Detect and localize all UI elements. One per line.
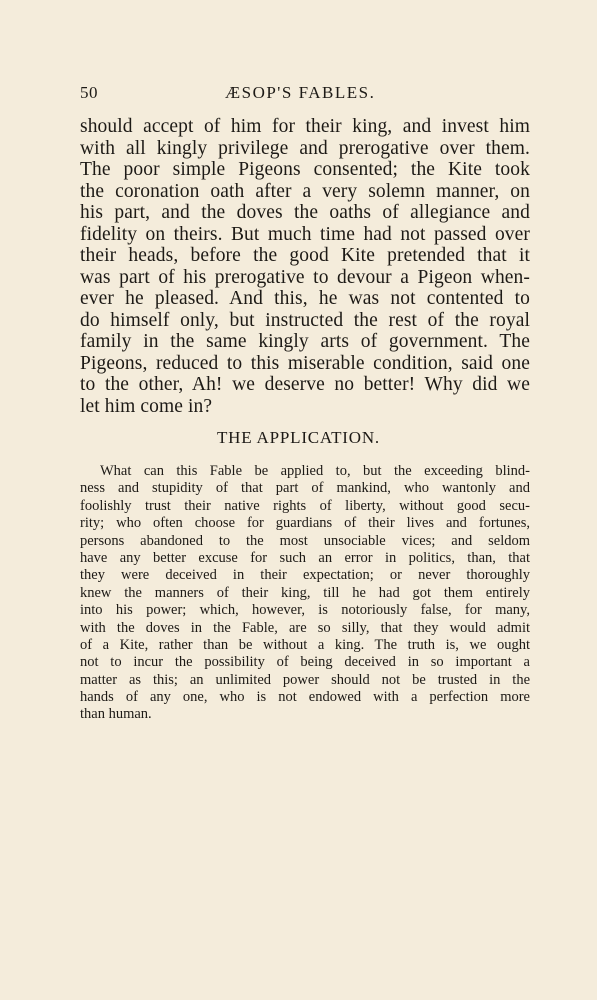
application-text-line: than human. <box>80 706 152 723</box>
application-text-line: What can this Fable be applied to, but the exceeding blind- <box>100 463 530 479</box>
application-text-line: they were deceived in their expectation; or never thoroughly <box>80 567 530 584</box>
application-text-line: foolishly trust their native rights of liberty, without good secu- <box>80 497 530 514</box>
fable-body-text <box>80 116 530 417</box>
page-header <box>80 83 530 107</box>
body-text-line: family in the same kingly arts of government. The <box>80 331 530 352</box>
application-text-line: knew the manners of their king, till he had got them entirely <box>80 584 530 601</box>
page-number: 50 <box>80 83 98 102</box>
application-text-line: not to incur the possibility of being deceived in so important a <box>80 654 530 671</box>
application-heading: THE APPLICATION. <box>217 428 380 447</box>
application-text-line: persons abandoned to the most unsociable vices; and seldom <box>80 532 530 549</box>
body-text-line: fidelity on theirs. But much time had not passed over <box>80 223 530 245</box>
body-text-line: ever he pleased. And this, he was not contented to <box>80 288 530 309</box>
body-text-line: his part, and the doves the oaths of allegiance and <box>80 202 530 223</box>
body-text-line: their heads, before the good Kite pretended that it <box>80 245 530 266</box>
body-text-line: let him come in? <box>80 395 213 417</box>
application-text-line: matter as this; an unlimited power should not be trusted in the <box>80 671 530 688</box>
application-text-line: of a Kite, rather than be without a king. The truth is, we ought <box>80 636 530 653</box>
body-text-line: the coronation oath after a very solemn manner, on <box>80 180 530 202</box>
body-text-line: The poor simple Pigeons consented; the Kite took <box>80 159 530 180</box>
body-text-line: with all kingly privilege and prerogative over them. <box>80 137 530 159</box>
running-title: ÆSOP'S FABLES. <box>225 83 376 102</box>
body-text-line: should accept of him for their king, and invest him <box>80 116 530 137</box>
application-text-line: ness and stupidity of that part of mankind, who wantonly and <box>80 480 530 497</box>
body-text-line: Pigeons, reduced to this miserable condition, said one <box>80 352 530 374</box>
application-text-line: into his power; which, however, is notoriously false, for many, <box>80 602 530 619</box>
body-text-line: was part of his prerogative to devour a Pigeon when- <box>80 266 530 288</box>
body-text-line: to the other, Ah! we deserve no better! Why did we <box>80 374 530 395</box>
application-text-line: with the doves in the Fable, are so silly, that they would admit <box>80 619 530 636</box>
application-text <box>80 463 530 724</box>
application-text-line: have any better excuse for such an error in politics, than, that <box>80 549 530 566</box>
application-text-line: rity; who often choose for guardians of their lives and fortunes, <box>80 515 530 532</box>
application-text-line: hands of any one, who is not endowed with a perfection more <box>80 689 530 706</box>
body-text-line: do himself only, but instructed the rest of the royal <box>80 309 530 331</box>
